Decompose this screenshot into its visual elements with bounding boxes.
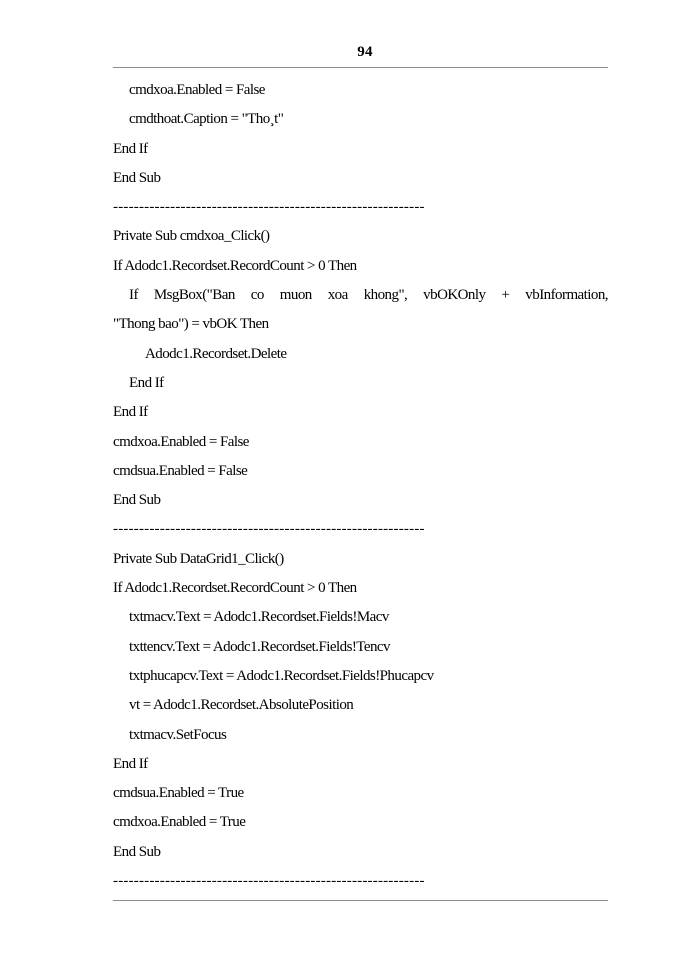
page-number: 94 xyxy=(357,44,373,60)
footer-rule xyxy=(113,900,608,901)
code-line: End If xyxy=(129,374,164,391)
code-line: cmdxoa.Enabled = False xyxy=(113,433,249,450)
header-rule xyxy=(113,67,608,68)
code-line: Adodc1.Recordset.Delete xyxy=(145,345,287,362)
code-line: cmdxoa.Enabled = False xyxy=(129,82,265,98)
code-line: End If xyxy=(113,140,148,157)
code-line: txtmacv.SetFocus xyxy=(129,726,227,743)
code-line: If MsgBox("Ban co muon xoa khong", vbOKOnly + vbInformation, xyxy=(129,287,608,304)
code-line: Private Sub cmdxoa_Click() xyxy=(113,228,270,245)
code-line: End Sub xyxy=(113,843,161,860)
code-line: txtmacv.Text = Adodc1.Recordset.Fields!Macv xyxy=(129,609,389,626)
code-line: End Sub xyxy=(113,169,161,186)
code-line: Private Sub DataGrid1_Click() xyxy=(113,550,284,567)
code-line: cmdsua.Enabled = True xyxy=(113,785,244,802)
code-line: vt = Adodc1.Recordset.AbsolutePosition xyxy=(129,697,354,714)
separator-line: ------------------------------------------------------------ xyxy=(113,199,425,216)
code-line: cmdsua.Enabled = False xyxy=(113,462,248,479)
code-line: If Adodc1.Recordset.RecordCount > 0 Then xyxy=(113,580,357,597)
separator-line: ------------------------------------------------------------ xyxy=(113,873,425,890)
code-line: txttencv.Text = Adodc1.Recordset.Fields!Tencv xyxy=(129,638,390,655)
code-listing xyxy=(113,76,608,896)
code-line: cmdxoa.Enabled = True xyxy=(113,814,246,831)
code-line: End If xyxy=(113,404,148,421)
separator-line: ------------------------------------------------------------ xyxy=(113,521,425,538)
code-line: "Thong bao") = vbOK Then xyxy=(113,316,269,333)
code-line: End Sub xyxy=(113,492,161,509)
code-line: txtphucapcv.Text = Adodc1.Recordset.Fields!Phucapcv xyxy=(129,667,434,684)
code-line: End If xyxy=(113,755,148,772)
code-line: cmdthoat.Caption = "Tho¸t" xyxy=(129,111,284,128)
code-line: If Adodc1.Recordset.RecordCount > 0 Then xyxy=(113,257,357,274)
